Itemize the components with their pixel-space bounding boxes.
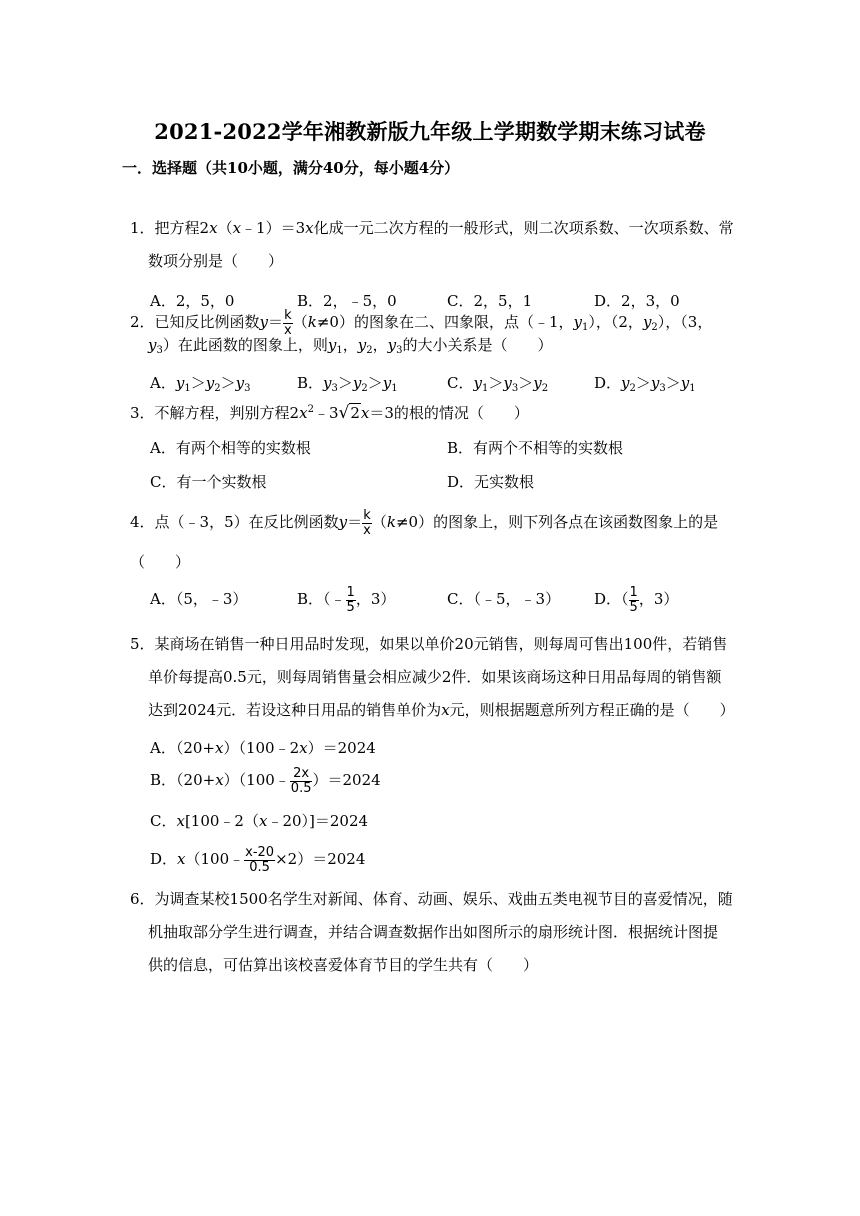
q2-option-c: C．$y_1>y_3>y_2$ xyxy=(447,374,549,394)
q2-option-a: A．$y_1>y_2>y_3$ xyxy=(150,374,251,394)
question-4: 4．点（﹣3，5）在反比例函数y＝ $\frac{k}{x}$ （k≠0）的图象上，则下列各点在该函数图象上的是 xyxy=(130,507,719,538)
question-6-line2: 机抽取部分学生进行调查，并结合调查数据作出如图所示的扇形统计图．根据统计图提 xyxy=(148,923,719,941)
question-1-line2: 数项分别是（ ） xyxy=(148,252,284,270)
question-6-line3: 供的信息，可估算出该校喜爱体育节目的学生共有（ ） xyxy=(148,956,539,974)
q4-option-c: C．（﹣5，﹣3） xyxy=(447,590,561,608)
question-2-line2: $y_3$）在此函数的图象上，则$y_1$，$y_2$，$y_3$的大小关系是（ ） xyxy=(148,336,553,356)
q5-option-d: D．x（100﹣ $\frac{x-20}{0.5}$ ×2）＝2024 xyxy=(150,844,366,875)
question-1: 1．把方程2x（x﹣1）＝3x化成一元二次方程的一般形式，则二次项系数、一次项系数、常 xyxy=(130,219,734,237)
fraction-1-over-5: $\frac{1}{5}$ xyxy=(629,584,638,615)
q5-option-c: C．x[100﹣2（x﹣20）]＝2024 xyxy=(150,812,369,830)
question-5-line3: 达到2024元．若设这种日用品的销售单价为x元，则根据题意所列方程正确的是（ ） xyxy=(148,701,735,719)
q1-option-d: D．2，3，0 xyxy=(594,292,680,310)
question-5: 5．某商场在销售一种日用品时发现，如果以单价20元销售，则每周可售出100件，若销售 xyxy=(130,635,728,653)
fraction-x-minus-20-over-0.5: $\frac{x-20}{0.5}$ xyxy=(245,844,275,875)
q5-option-b: B．（20+x）（100﹣ $\frac{2x}{0.5}$ ）＝2024 xyxy=(150,765,381,796)
q1-option-b: B．2，﹣5，0 xyxy=(297,292,397,310)
fraction-1-over-5: $\frac{1}{5}$ xyxy=(346,584,355,615)
fraction-k-over-x: $\frac{k}{x}$ xyxy=(363,507,371,538)
q1-option-c: C．2，5，1 xyxy=(447,292,533,310)
q5-option-a: A．（20+x）（100﹣2x）＝2024 xyxy=(150,739,376,757)
question-4-line2: （ ） xyxy=(130,553,191,571)
square-root: √2 xyxy=(338,403,360,423)
q3-option-a: A．有两个相等的实数根 xyxy=(150,439,311,457)
fraction-2x-over-0.5: $\frac{2x}{0.5}$ xyxy=(290,765,312,796)
fraction-k-over-x: $\frac{k}{x}$ xyxy=(284,307,292,338)
q3-option-d: D．无实数根 xyxy=(447,473,535,491)
question-5-line2: 单价每提高0.5元，则每周销售量会相应减少2件．如果该商场这种日用品每周的销售额 xyxy=(148,668,722,686)
q1-option-a: A．2，5，0 xyxy=(150,292,235,310)
q3-option-b: B．有两个不相等的实数根 xyxy=(447,439,624,457)
q4-option-b: B．（﹣ $\frac{1}{5}$ ，3） xyxy=(297,584,396,615)
q2-option-d: D．$y_2>y_3>y_1$ xyxy=(594,374,696,394)
section-heading: 一．选择题（共10小题，满分40分，每小题4分） xyxy=(122,159,460,177)
page-title: 2021-2022学年湘教新版九年级上学期数学期末练习试卷 xyxy=(154,119,706,144)
q2-option-b: B．$y_3>y_2>y_1$ xyxy=(297,374,398,394)
question-2: 2．已知反比例函数y＝ $\frac{k}{x}$ （k≠0）的图象在二、四象限，点（﹣1，$y_1$），（2，$y_2$），（3， xyxy=(130,307,713,338)
question-3: 3．不解方程，判别方程$2x^2﹣3√2x=3$的根的情况（ ） xyxy=(130,403,529,423)
question-6: 6．为调查某校1500名学生对新闻、体育、动画、娱乐、戏曲五类电视节目的喜爱情况，随 xyxy=(130,890,733,908)
q4-option-d: D．（ $\frac{1}{5}$ ，3） xyxy=(594,584,679,615)
q4-option-a: A．（5，﹣3） xyxy=(150,590,248,608)
q3-option-c: C．有一个实数根 xyxy=(150,473,267,491)
